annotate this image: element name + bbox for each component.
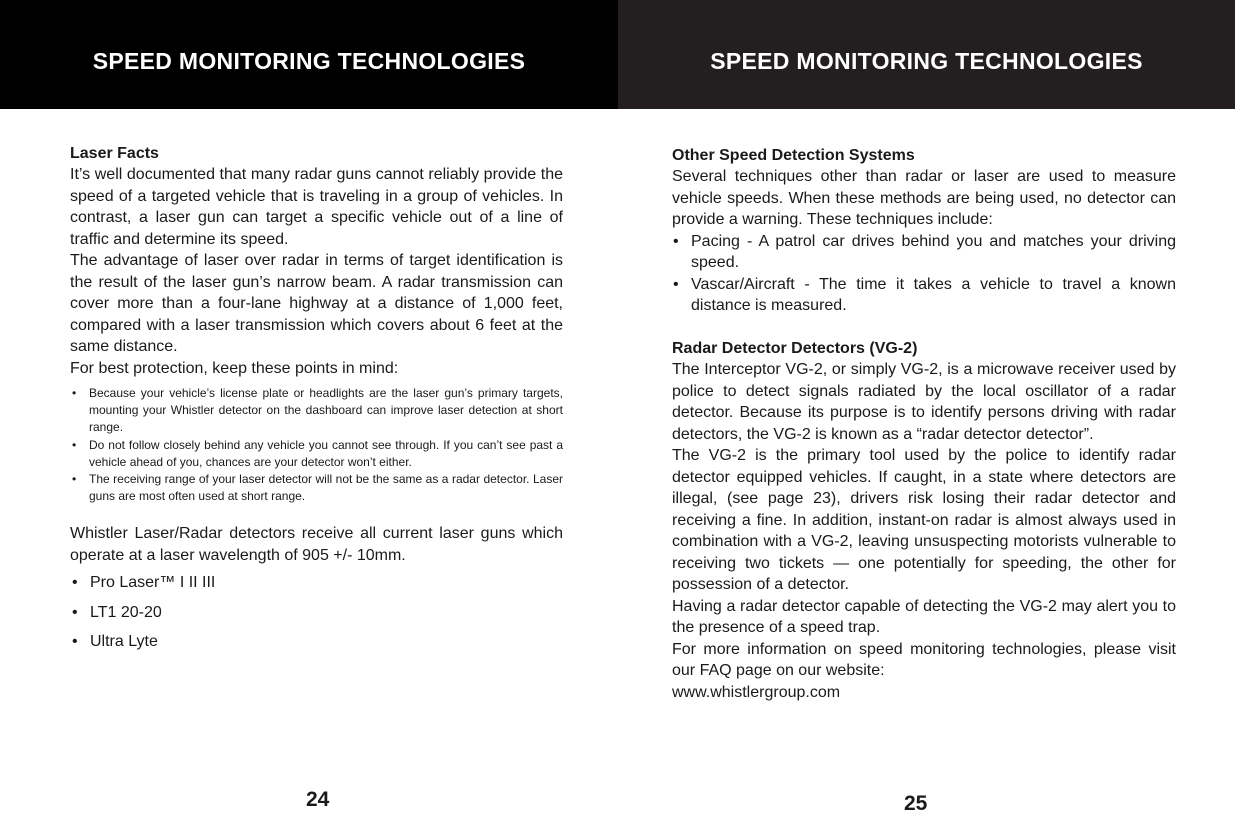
right-page-number: 25 [904, 792, 928, 815]
laser-guns-list [70, 572, 563, 652]
right-page-content [672, 143, 1176, 703]
right-header-title: SPEED MONITORING TECHNOLOGIES [710, 48, 1143, 74]
vg2-paragraph-2: The VG-2 is the primary tool used by the police to identify radar detector equipped vehicles. If caught, in a state where detectors are illegal, (see page 23), drivers risk losing their radar detector and receiving a fine. In addition, instant-on radar is almost always used in combination with a VG-2, leaving unsuspecting motorists vulnerable to receiving two tickets — one potentially for speeding, the other for possession of a detector. [672, 447, 1176, 593]
technique-item: • Pacing - A patrol car drives behind you and matches your driving speed. [672, 231, 1176, 274]
laser-gun-item: • Pro Laser™ I II III [70, 572, 563, 593]
vg2-paragraph-1: The Interceptor VG-2, or simply VG-2, is a microwave receiver used by police to detect signals radiated by the local oscillator of a radar detector. Because its purpose is to identify persons driving with radar detectors, the VG-2 is known as a “radar detector detector”. [672, 361, 1176, 443]
whistler-paragraph: Whistler Laser/Radar detectors receive all current laser guns which operate at a laser wavelength of 905 +/- 10mm. [70, 525, 563, 564]
other-systems-paragraph: Several techniques other than radar or laser are used to measure vehicle speeds. When these methods are being used, no detector can provide a warning. These techniques include: [672, 168, 1176, 228]
right-page-header [618, 0, 1235, 109]
vg2-heading: Radar Detector Detectors (VG-2) [672, 340, 918, 357]
protection-point: • The receiving range of your laser detector will not be the same as a radar detector. Laser guns are most often used at short range. [70, 471, 563, 505]
protection-point: • Because your vehicle’s license plate or headlights are the laser gun’s primary targets, mounting your Whistler detector on the dashboard can improve laser detection at short range. [70, 385, 563, 437]
laser-facts-paragraph-2: The advantage of laser over radar in terms of target identification is the result of the laser gun’s narrow beam. A radar transmission can cover more than a four-lane highway at a distance of 1,000 feet, compared with a laser transmission which covers about 6 feet at the same distance. [70, 252, 563, 355]
laser-facts-paragraph-3: For best protection, keep these points in mind: [70, 359, 399, 377]
technique-item: • Vascar/Aircraft - The time it takes a vehicle to travel a known distance is measured. [672, 274, 1176, 317]
website-link[interactable]: www.whistlergroup.com [672, 683, 841, 701]
vg2-paragraph-4: For more information on speed monitoring technologies, please visit our FAQ page on our website: [672, 640, 1176, 679]
laser-gun-item: • Ultra Lyte [70, 631, 563, 652]
vg2-paragraph-3: Having a radar detector capable of detecting the VG-2 may alert you to the presence of a speed trap. [672, 597, 1176, 636]
other-systems-heading: Other Speed Detection Systems [672, 147, 915, 164]
protection-points-list [70, 385, 563, 505]
protection-point: • Do not follow closely behind any vehicle you cannot see through. If you can’t see past a vehicle ahead of you, chances are your detector won’t either. [70, 437, 563, 471]
laser-facts-heading: Laser Facts [70, 145, 159, 162]
left-header-title: SPEED MONITORING TECHNOLOGIES [92, 48, 526, 74]
left-page-header [0, 0, 618, 109]
laser-gun-item: • LT1 20-20 [70, 602, 563, 623]
left-page-number: 24 [306, 788, 330, 811]
techniques-list [672, 231, 1176, 317]
left-page-content [70, 143, 563, 661]
laser-facts-paragraph-1: It’s well documented that many radar guns cannot reliably provide the speed of a targeted vehicle that is traveling in a group of vehicles. In contrast, a laser gun can target a specific vehicle out of a line of traffic and determine its speed. [70, 166, 563, 248]
